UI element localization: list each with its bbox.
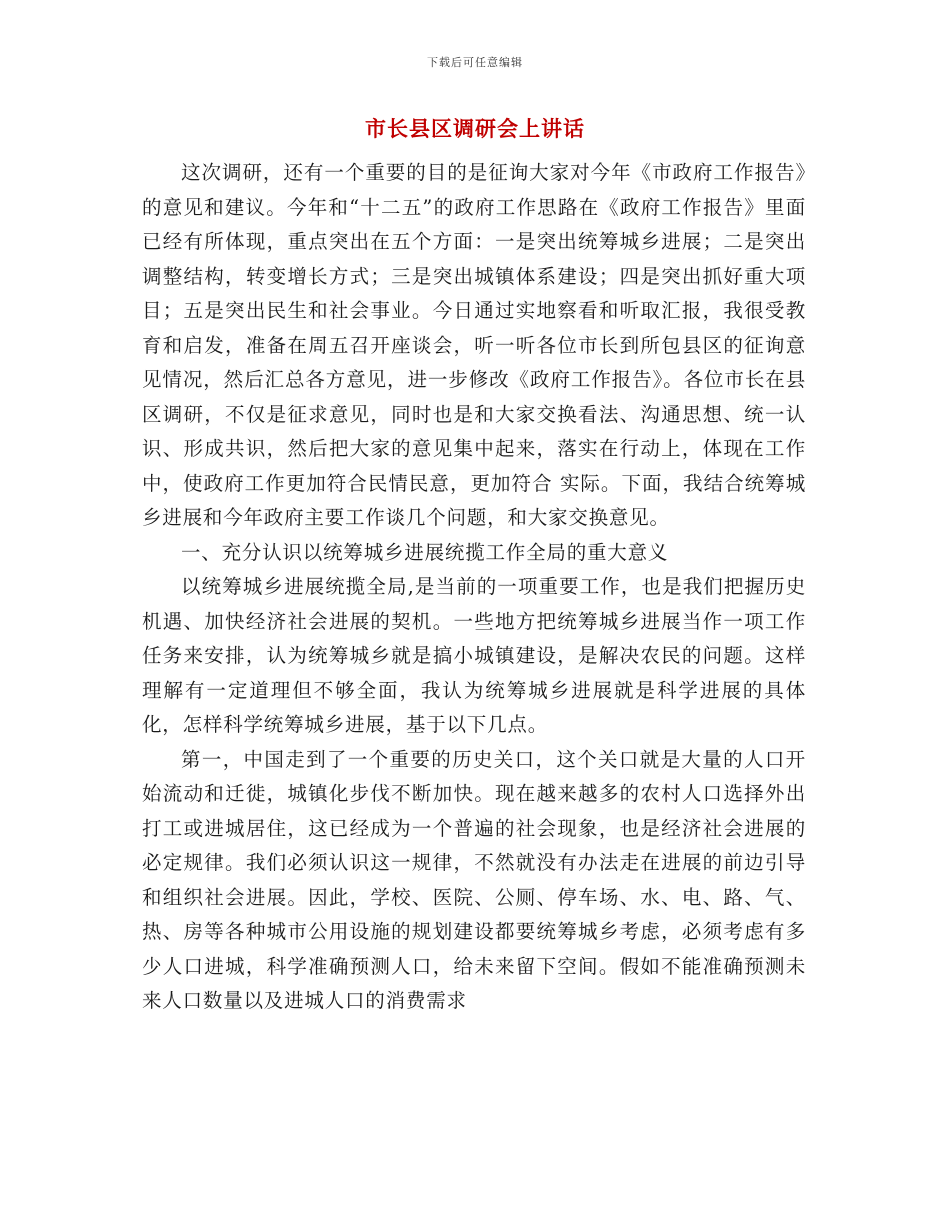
paragraph-intro: 这次调研，还有一个重要的目的是征询大家对今年《市政府工作报告》的意见和建议。今年和“十二五”的政府工作思路在《政府工作报告》里面已经有所体现，重点突出在五个方面：一是突出统筹城乡进展；二是突出调整结构，转变增长方式；三是突出城镇体系建设；四是突出抓好重大项目；五是突出民生和社会事业。今日通过实地察看和听取汇报，我很受教育和启发，准备在周五召开座谈会，听一听各位市长到所包县区的征询意见情况，然后汇总各方意见，进一步修改《政府工作报告》。各位市长在县区调研，不仅是征求意见，同时也是和大家交换看法、沟通思想、统一认识、形成共识，然后把大家的意见集中起来，落实在行动上，体现在工作中，使政府工作更加符合民情民意，更加符合 实际。下面，我结合统筹城乡进展和今年政府主要工作谈几个问题，和大家交换意见。 <box>142 161 806 529</box>
paragraph-section-1: 以统筹城乡进展统揽全局,是当前的一项重要工作，也是我们把握历史机遇、加快经济社会进展的契机。一些地方把统筹城乡进展当作一项工作任务来安排，认为统筹城乡就是搞小城镇建设，是解决农民的问题。这样理解有一定道理但不够全面，我认为统筹城乡进展就是科学进展的具体化，怎样科学统筹城乡进展，基于以下几点。 <box>142 575 806 736</box>
paragraph-point-1: 第一，中国走到了一个重要的历史关口，这个关口就是大量的人口开始流动和迁徙，城镇化步伐不断加快。现在越来越多的农村人口选择外出打工或进城居住，这已经成为一个普遍的社会现象，也是经济社会进展的必定规律。我们必须认识这一规律，不然就没有办法走在进展的前边引导和组织社会进展。因此，学校、医院、公厕、停车场、水、电、路、气、热、房等各种城市公用设施的规划建设都要统筹城乡考虑，必须考虑有多少人口进城，科学准确预测人口，给未来留下空间。假如不能准确预测未来人口数量以及进城人口的消费需求 <box>142 747 806 1012</box>
page-header-note: 下载后可任意编辑 <box>427 56 523 69</box>
section-heading-1: 一、充分认识以统筹城乡进展统揽工作全局的重大意义 <box>181 540 669 564</box>
document-body <box>142 156 806 1019</box>
document-title: 市长县区调研会上讲话 <box>365 116 585 141</box>
